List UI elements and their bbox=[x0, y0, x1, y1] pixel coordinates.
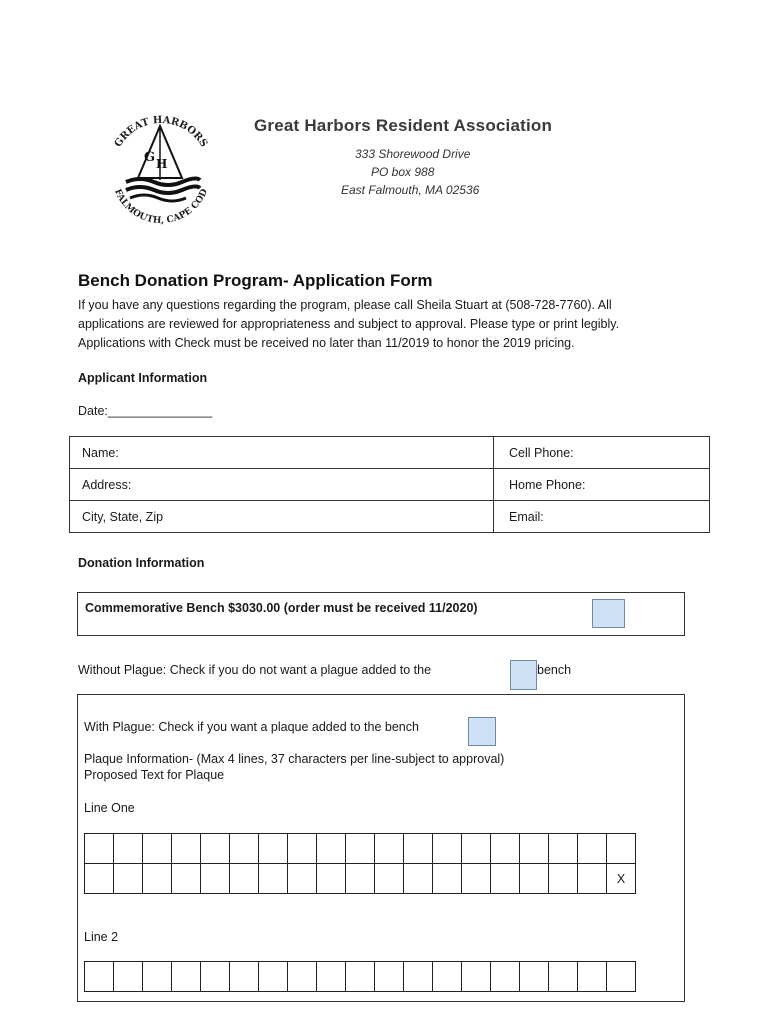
character-cell[interactable] bbox=[375, 834, 404, 864]
plaque-info-line-1: Plaque Information- (Max 4 lines, 37 characters per line-subject to approval) bbox=[84, 752, 505, 766]
intro-line-2: applications are reviewed for appropriateness and subject to approval. Please type or print legibly. bbox=[78, 317, 620, 331]
intro-line-1: If you have any questions regarding the program, please call Sheila Stuart at (508-728-7760). All bbox=[78, 298, 612, 312]
bench-label: Commemorative Bench $3030.00 (order must be received 11/2020) bbox=[85, 601, 478, 615]
character-cell[interactable] bbox=[288, 864, 317, 894]
form-intro bbox=[78, 296, 698, 353]
character-cell[interactable] bbox=[259, 834, 288, 864]
character-cell[interactable] bbox=[143, 834, 172, 864]
character-cell[interactable] bbox=[317, 962, 346, 992]
without-plaque-checkbox[interactable] bbox=[510, 660, 537, 690]
grid-row bbox=[85, 834, 636, 864]
intro-line-3: Applications with Check must be received no later than 11/2019 to honor the 2019 pricing. bbox=[78, 336, 575, 350]
character-cell[interactable] bbox=[433, 834, 462, 864]
line-one-character-grid bbox=[84, 833, 636, 894]
character-cell[interactable] bbox=[578, 834, 607, 864]
character-cell[interactable] bbox=[143, 962, 172, 992]
character-cell[interactable] bbox=[317, 864, 346, 894]
applicant-heading: Applicant Information bbox=[78, 371, 208, 385]
character-cell[interactable] bbox=[433, 864, 462, 894]
character-cell[interactable] bbox=[172, 962, 201, 992]
character-cell[interactable] bbox=[375, 864, 404, 894]
grid-row bbox=[85, 864, 636, 894]
character-cell[interactable] bbox=[114, 962, 143, 992]
applicant-info-table bbox=[69, 436, 710, 533]
association-logo bbox=[100, 108, 222, 230]
line-one-label: Line One bbox=[84, 801, 135, 815]
table-row bbox=[70, 469, 710, 501]
bench-checkbox[interactable] bbox=[592, 599, 625, 628]
table-row bbox=[70, 437, 710, 469]
character-cell[interactable] bbox=[85, 834, 114, 864]
character-cell[interactable] bbox=[404, 864, 433, 894]
character-cell[interactable] bbox=[375, 962, 404, 992]
email-field[interactable]: Email: bbox=[494, 501, 710, 533]
character-cell[interactable] bbox=[346, 864, 375, 894]
character-cell[interactable] bbox=[462, 834, 491, 864]
character-cell[interactable] bbox=[491, 962, 520, 992]
address-line-2: PO box 988 bbox=[371, 165, 435, 179]
grid-row bbox=[85, 962, 636, 992]
donation-heading: Donation Information bbox=[78, 556, 205, 570]
form-title: Bench Donation Program- Application Form bbox=[78, 271, 433, 290]
character-cell[interactable] bbox=[114, 864, 143, 894]
svg-text:GREAT HARBORS bbox=[113, 115, 209, 149]
row-end-marker: X bbox=[607, 864, 636, 894]
line-two-character-grid bbox=[84, 961, 636, 992]
plaque-info-line-2: Proposed Text for Plaque bbox=[84, 768, 225, 782]
character-cell[interactable] bbox=[549, 864, 578, 894]
character-cell[interactable] bbox=[404, 834, 433, 864]
character-cell[interactable] bbox=[85, 962, 114, 992]
character-cell[interactable] bbox=[462, 962, 491, 992]
character-cell[interactable] bbox=[85, 864, 114, 894]
character-cell[interactable] bbox=[462, 864, 491, 894]
home-phone-field[interactable]: Home Phone: bbox=[494, 469, 710, 501]
character-cell[interactable] bbox=[404, 962, 433, 992]
character-cell[interactable] bbox=[288, 962, 317, 992]
character-cell[interactable] bbox=[114, 834, 143, 864]
character-cell[interactable] bbox=[491, 864, 520, 894]
date-field[interactable]: Date:_______________ bbox=[78, 404, 213, 418]
without-plaque-suffix: bench bbox=[537, 663, 572, 677]
character-cell[interactable] bbox=[433, 962, 462, 992]
character-cell[interactable] bbox=[259, 962, 288, 992]
organization-name: Great Harbors Resident Association bbox=[254, 116, 553, 135]
character-cell[interactable] bbox=[317, 834, 346, 864]
address-line-1: 333 Shorewood Drive bbox=[355, 147, 471, 161]
line-two-label: Line 2 bbox=[84, 930, 119, 944]
character-cell[interactable] bbox=[549, 834, 578, 864]
character-cell[interactable] bbox=[549, 962, 578, 992]
character-cell[interactable] bbox=[607, 834, 636, 864]
character-cell[interactable] bbox=[346, 834, 375, 864]
without-plaque-label: Without Plague: Check if you do not want a plague added to the bbox=[78, 663, 432, 677]
character-cell[interactable] bbox=[607, 962, 636, 992]
table-row bbox=[70, 501, 710, 533]
character-cell[interactable] bbox=[520, 962, 549, 992]
character-cell[interactable] bbox=[201, 834, 230, 864]
with-plaque-checkbox[interactable] bbox=[468, 717, 496, 746]
logo-bottom-text: FALMOUTH, CAPE COD bbox=[112, 187, 211, 227]
character-cell[interactable] bbox=[520, 864, 549, 894]
character-cell[interactable] bbox=[172, 864, 201, 894]
character-cell[interactable] bbox=[201, 864, 230, 894]
character-cell[interactable] bbox=[230, 864, 259, 894]
name-field[interactable]: Name: bbox=[70, 437, 494, 469]
character-cell[interactable] bbox=[578, 962, 607, 992]
character-cell[interactable] bbox=[230, 962, 259, 992]
character-cell[interactable] bbox=[346, 962, 375, 992]
character-cell[interactable] bbox=[259, 864, 288, 894]
bench-option-box bbox=[77, 592, 685, 636]
address-field[interactable]: Address: bbox=[70, 469, 494, 501]
logo-monogram-h: H bbox=[156, 157, 168, 171]
with-plaque-label: With Plague: Check if you want a plaque added to the bench bbox=[84, 720, 419, 734]
address-line-3: East Falmouth, MA 02536 bbox=[341, 183, 480, 197]
character-cell[interactable] bbox=[491, 834, 520, 864]
cell-phone-field[interactable]: Cell Phone: bbox=[494, 437, 710, 469]
character-cell[interactable] bbox=[578, 864, 607, 894]
character-cell[interactable] bbox=[288, 834, 317, 864]
character-cell[interactable] bbox=[143, 864, 172, 894]
character-cell[interactable] bbox=[201, 962, 230, 992]
character-cell[interactable] bbox=[520, 834, 549, 864]
character-cell[interactable] bbox=[172, 834, 201, 864]
city-state-zip-field[interactable]: City, State, Zip bbox=[70, 501, 494, 533]
logo-monogram-g: G bbox=[144, 150, 156, 165]
plaque-section bbox=[77, 694, 685, 1002]
character-cell[interactable] bbox=[230, 834, 259, 864]
logo-top-text: GREAT HARBORS bbox=[112, 114, 210, 150]
